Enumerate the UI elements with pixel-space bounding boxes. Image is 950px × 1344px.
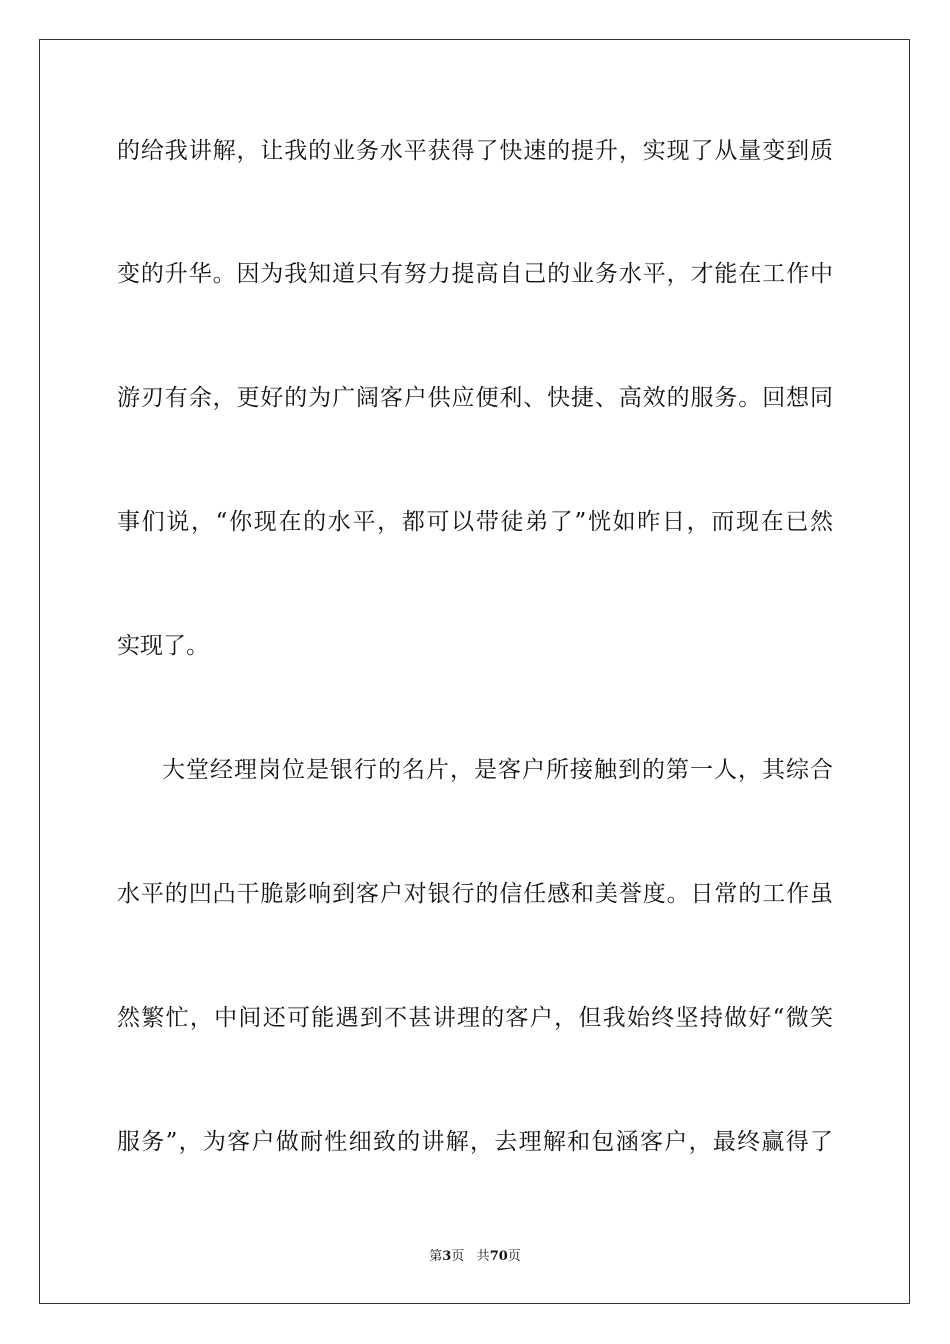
total-suffix: 页 bbox=[507, 1249, 521, 1264]
text-line: 然繁忙，中间还可能遇到不甚讲理的客户，但我始终坚持做好“微笑 bbox=[117, 1005, 833, 1031]
page-suffix: 页 bbox=[451, 1249, 465, 1264]
text-line: 实现了。 bbox=[117, 633, 209, 659]
page-prefix: 第 bbox=[429, 1249, 443, 1264]
page-footer bbox=[0, 1248, 950, 1266]
text-line: 服务”，为客户做耐性细致的讲解，去理解和包涵客户，最终赢得了 bbox=[117, 1129, 833, 1155]
text-line: 水平的凹凸干脆影响到客户对银行的信任感和美誉度。日常的工作虽 bbox=[117, 881, 833, 907]
total-pages: 70 bbox=[489, 1249, 508, 1264]
total-prefix: 共 bbox=[476, 1249, 490, 1264]
page-border bbox=[39, 39, 910, 1304]
text-line: 事们说，“你现在的水平，都可以带徒弟了”恍如昨日，而现在已然 bbox=[117, 509, 833, 535]
text-line: 的给我讲解，让我的业务水平获得了快速的提升，实现了从量变到质 bbox=[117, 138, 833, 164]
page-number: 3 bbox=[442, 1249, 452, 1264]
text-line: 大堂经理岗位是银行的名片，是客户所接触到的第一人，其综合 bbox=[162, 757, 833, 783]
text-line: 变的升华。因为我知道只有努力提高自己的业务水平，才能在工作中 bbox=[117, 261, 833, 287]
text-line: 游刃有余，更好的为广阔客户供应便利、快捷、高效的服务。回想同 bbox=[117, 385, 833, 411]
